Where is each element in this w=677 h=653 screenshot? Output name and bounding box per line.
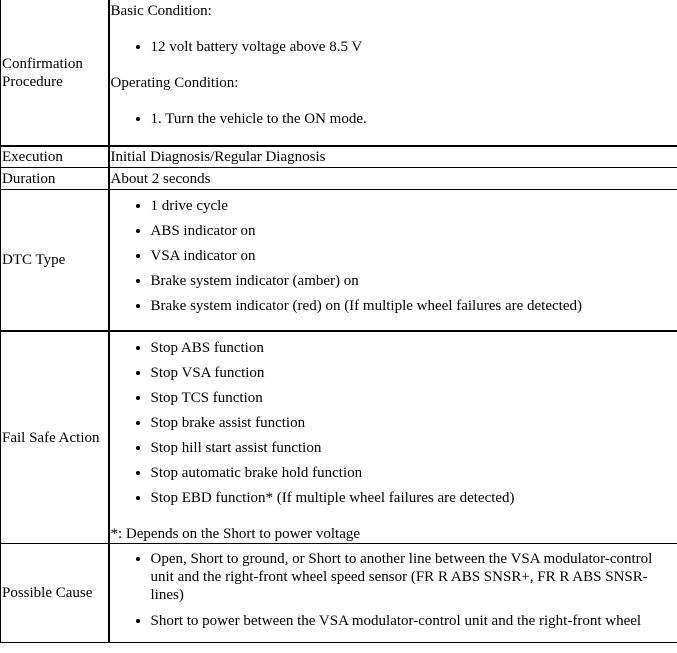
confirmation-procedure-value bbox=[109, 0, 677, 146]
basic-condition-heading: Basic Condition: bbox=[110, 3, 212, 19]
dtc-type-value bbox=[109, 190, 677, 332]
row-fail-safe-action bbox=[1, 331, 677, 544]
dtc-type-label: DTC Type bbox=[1, 190, 109, 332]
list-item: • Brake system indicator (amber) on bbox=[151, 272, 677, 290]
row-dtc-type bbox=[1, 190, 677, 332]
list-item: • Short to power between the VSA modulator-control unit and the right-front wheel bbox=[151, 612, 674, 630]
row-confirmation-procedure bbox=[1, 0, 677, 146]
operating-condition-list bbox=[111, 110, 677, 128]
fail-safe-action-value bbox=[109, 331, 677, 544]
list-item: • Brake system indicator (red) on (If multiple wheel failures are detected) bbox=[151, 297, 677, 315]
list-item: • 1. Turn the vehicle to the ON mode. bbox=[151, 110, 677, 128]
duration-value: About 2 seconds bbox=[109, 168, 677, 190]
execution-label: Execution bbox=[1, 146, 109, 168]
list-item: • Open, Short to ground, or Short to another line between the VSA modulator-control unit and the right-front wheel speed sensor (FR R ABS SNSR+, FR R ABS SNSR- lines) bbox=[151, 550, 674, 604]
fail-safe-action-label: Fail Safe Action bbox=[1, 331, 109, 544]
row-possible-cause bbox=[1, 544, 677, 643]
list-item: • ABS indicator on bbox=[151, 222, 677, 240]
list-item: • 1 drive cycle bbox=[151, 197, 677, 215]
list-item: • Stop ABS function bbox=[151, 339, 677, 357]
fail-safe-action-list bbox=[111, 339, 677, 507]
fail-safe-note: *: Depends on the Short to power voltage bbox=[110, 526, 361, 542]
row-execution bbox=[1, 146, 677, 168]
list-item: • 12 volt battery voltage above 8.5 V bbox=[151, 38, 677, 56]
list-item: • Stop TCS function bbox=[151, 389, 677, 407]
confirmation-procedure-label: Confirmation Procedure bbox=[1, 0, 109, 146]
operating-condition-heading: Operating Condition: bbox=[110, 75, 239, 91]
row-duration bbox=[1, 168, 677, 190]
list-item: • Stop VSA function bbox=[151, 364, 677, 382]
execution-value: Initial Diagnosis/Regular Diagnosis bbox=[109, 146, 677, 168]
duration-label: Duration bbox=[1, 168, 109, 190]
dtc-type-list bbox=[111, 197, 677, 315]
list-item: • Stop hill start assist function bbox=[151, 439, 677, 457]
possible-cause-value bbox=[109, 544, 677, 643]
list-item: • VSA indicator on bbox=[151, 247, 677, 265]
possible-cause-list bbox=[111, 550, 674, 630]
list-item: • Stop EBD function* (If multiple wheel failures are detected) bbox=[151, 489, 677, 507]
list-item: • Stop brake assist function bbox=[151, 414, 677, 432]
possible-cause-label: Possible Cause bbox=[1, 544, 109, 643]
list-item: • Stop automatic brake hold function bbox=[151, 464, 677, 482]
basic-condition-list bbox=[111, 38, 677, 56]
